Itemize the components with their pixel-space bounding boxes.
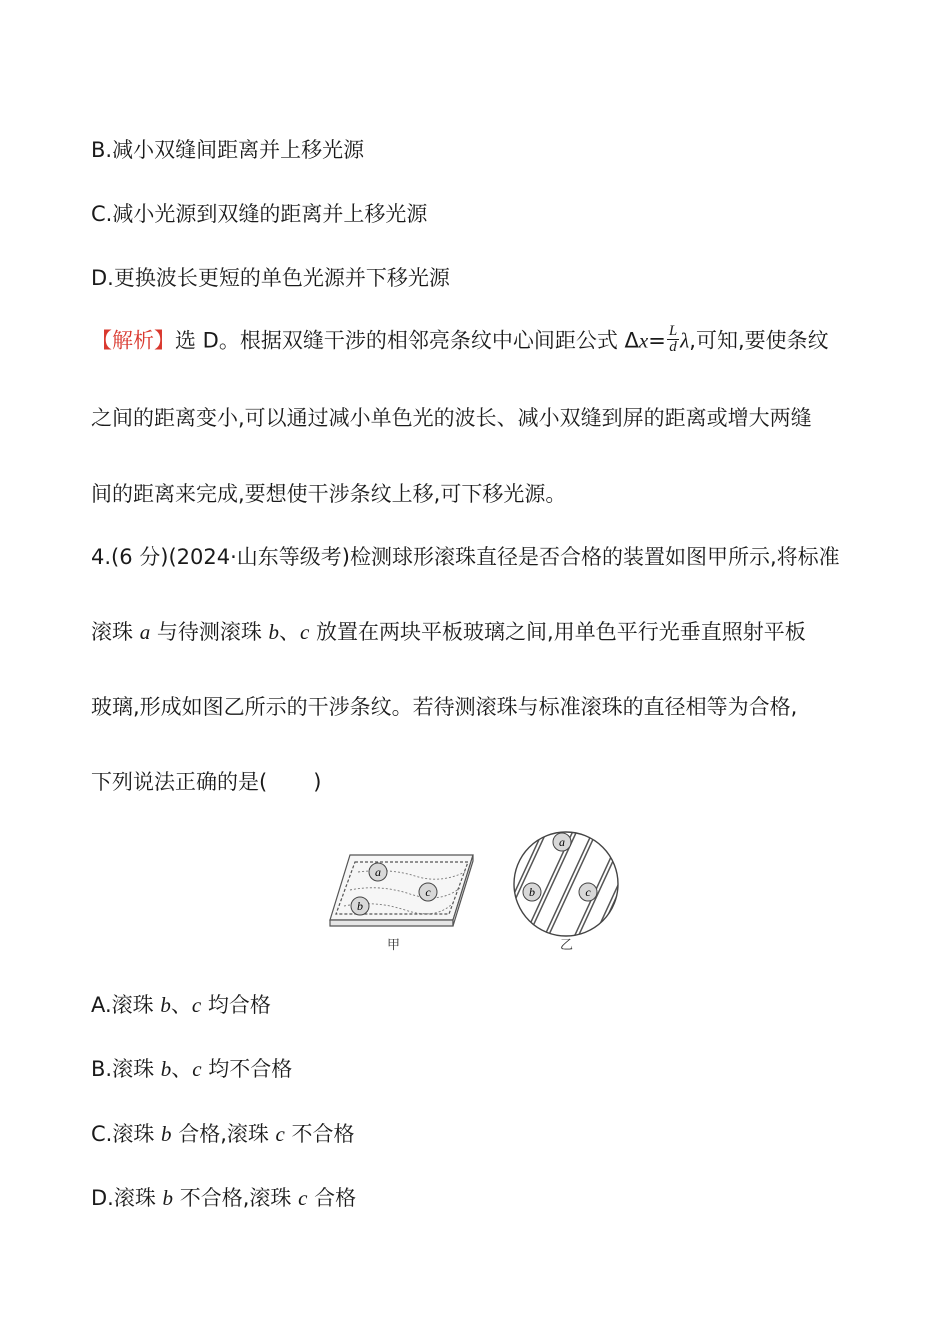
ball-label-a-jia: a [375,865,381,879]
option-q4-d: D.滚珠 b 不合格,滚珠 c 合格 [91,1186,357,1210]
analysis-tag: 【解析】 [91,328,175,353]
ball-label-c-jia: c [425,885,431,899]
formula-fraction: $\frac{L}{d}$ [668,323,678,355]
question4-line-4: 下列说法正确的是( ) [91,770,322,794]
figure-apparatus [320,820,640,960]
option-q3-c: C.减小光源到双缝的距离并上移光源 [91,202,428,226]
caption-jia: 甲 [387,938,401,953]
option-q4-a: A.滚珠 b、c 均合格 [91,993,271,1017]
question4-line-3: 玻璃,形成如图乙所示的干涉条纹。若待测滚珠与标准滚珠的直径相等为合格, [91,695,798,719]
question4-line-2: 滚珠 a 与待测滚珠 b、c 放置在两块平板玻璃之间,用单色平行光垂直照射平板 [91,620,806,644]
option-q3-d: D.更换波长更短的单色光源并下移光源 [91,266,450,290]
option-q4-b: B.滚珠 b、c 均不合格 [91,1057,293,1081]
ball-label-c-yi: c [585,885,591,899]
ball-label-a-yi: a [559,835,565,849]
analysis-line-3: 间的距离来完成,要想使干涉条纹上移,可下移光源。 [91,482,567,506]
option-q3-b: B.减小双缝间距离并上移光源 [91,138,365,162]
caption-yi: 乙 [560,938,574,953]
figure-diagram [320,820,640,960]
ball-label-b-yi: b [529,885,535,899]
option-q4-c: C.滚珠 b 合格,滚珠 c 不合格 [91,1122,355,1146]
figure-yi-fringes [470,820,640,950]
analysis-line-1: 【解析】选 D。根据双缝干涉的相邻亮条纹中心间距公式 Δx= $\frac{L}{d}$ λ,可知,要使条纹 [91,323,829,355]
question4-line-1: 4.(6 分)(2024·山东等级考)检测球形滚珠直径是否合格的装置如图甲所示,将标准 [91,545,840,569]
figure-jia-plates [330,855,473,926]
ball-label-b-jia: b [357,899,363,913]
analysis-line-2: 之间的距离变小,可以通过减小单色光的波长、减小双缝到屏的距离或增大两缝 [91,406,812,430]
